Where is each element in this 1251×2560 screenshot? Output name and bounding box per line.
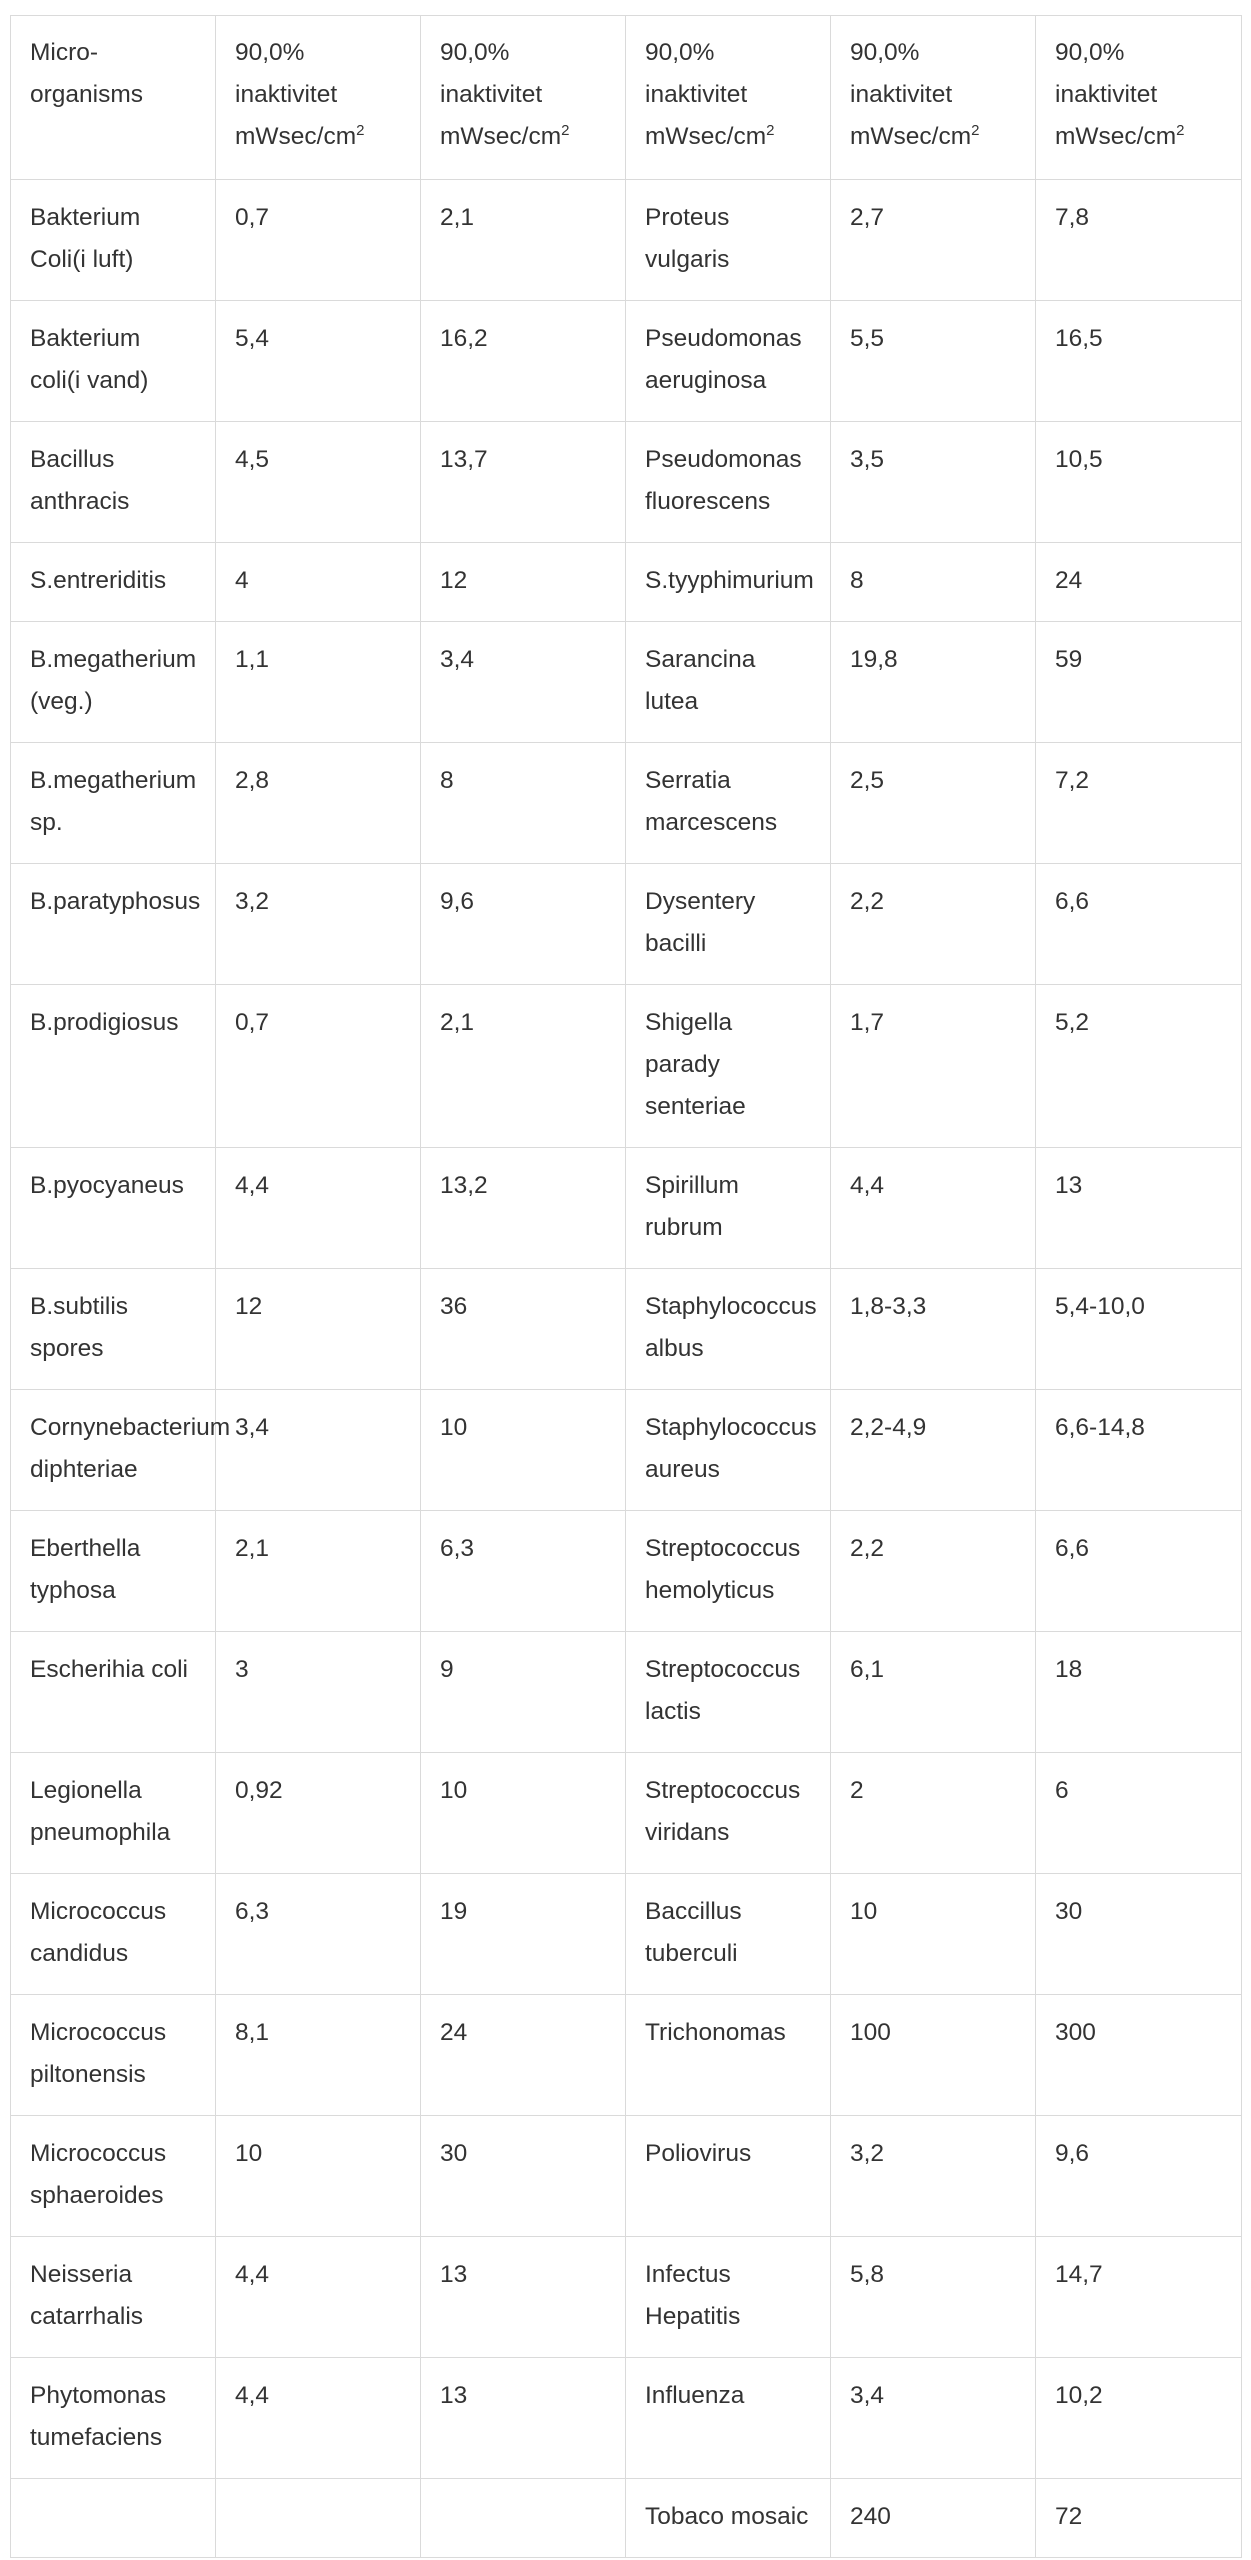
- table-cell: Pseudomonas aeruginosa: [626, 301, 831, 422]
- table-row: [11, 1269, 1242, 1390]
- table-row: [11, 2358, 1242, 2479]
- table-cell: 9: [421, 1632, 626, 1753]
- table-row: [11, 2237, 1242, 2358]
- table-cell: 2,2-4,9: [831, 1390, 1036, 1511]
- table-cell: 2,5: [831, 743, 1036, 864]
- table-cell: 36: [421, 1269, 626, 1390]
- table-cell: [216, 2479, 421, 2558]
- table-cell: Micrococcus candidus: [11, 1874, 216, 1995]
- table-cell: 13: [421, 2358, 626, 2479]
- table-cell: 8: [421, 743, 626, 864]
- table-cell: 4,4: [216, 1148, 421, 1269]
- table-cell: Influenza: [626, 2358, 831, 2479]
- table-cell: 3: [216, 1632, 421, 1753]
- table-cell: Micrococcus sphaeroides: [11, 2116, 216, 2237]
- table-cell: B.paratyphosus: [11, 864, 216, 985]
- header-dose-3: 90,0% inaktivitet mWsec/$cm^2$: [626, 16, 831, 180]
- table-cell: 4: [216, 543, 421, 622]
- table-cell: Streptococcus lactis: [626, 1632, 831, 1753]
- table-cell: B.prodigiosus: [11, 985, 216, 1148]
- table-cell: 72: [1036, 2479, 1242, 2558]
- table-cell: 13,7: [421, 422, 626, 543]
- table-cell: 0,92: [216, 1753, 421, 1874]
- table-row: [11, 2116, 1242, 2237]
- table-cell: 240: [831, 2479, 1036, 2558]
- table-body: [11, 180, 1242, 2558]
- table-cell: 10: [216, 2116, 421, 2237]
- table-cell: 4,4: [831, 1148, 1036, 1269]
- table-cell: 8,1: [216, 1995, 421, 2116]
- table-cell: Streptococcus hemolyticus: [626, 1511, 831, 1632]
- table-row: [11, 180, 1242, 301]
- table-cell: 6,6-14,8: [1036, 1390, 1242, 1511]
- table-cell: 6,3: [216, 1874, 421, 1995]
- table-cell: 0,7: [216, 180, 421, 301]
- table-row: [11, 543, 1242, 622]
- table-row: [11, 985, 1242, 1148]
- table-row: [11, 1148, 1242, 1269]
- table-cell: 5,5: [831, 301, 1036, 422]
- table-cell: 0,7: [216, 985, 421, 1148]
- table-row: [11, 422, 1242, 543]
- table-cell: 3,2: [831, 2116, 1036, 2237]
- table-cell: 7,2: [1036, 743, 1242, 864]
- table-cell: 3,4: [831, 2358, 1036, 2479]
- table-cell: Escherihia coli: [11, 1632, 216, 1753]
- table-cell: 5,4-10,0: [1036, 1269, 1242, 1390]
- table-cell: 3,4: [421, 622, 626, 743]
- table-cell: Proteus vulgaris: [626, 180, 831, 301]
- table-cell: 13,2: [421, 1148, 626, 1269]
- table-cell: 9,6: [421, 864, 626, 985]
- table-cell: 1,8-3,3: [831, 1269, 1036, 1390]
- table-cell: 4,4: [216, 2358, 421, 2479]
- header-microorganisms: Micro- organisms: [11, 16, 216, 180]
- table-cell: 24: [1036, 543, 1242, 622]
- header-row: [11, 16, 1242, 180]
- table-cell: B.megatherium (veg.): [11, 622, 216, 743]
- table-cell: 10,2: [1036, 2358, 1242, 2479]
- table-row: [11, 1511, 1242, 1632]
- table-cell: B.subtilis spores: [11, 1269, 216, 1390]
- table-row: [11, 301, 1242, 422]
- table-cell: Bakterium Coli(i luft): [11, 180, 216, 301]
- table-cell: 1,7: [831, 985, 1036, 1148]
- table-cell: 300: [1036, 1995, 1242, 2116]
- table-cell: Neisseria catarrhalis: [11, 2237, 216, 2358]
- table-cell: Tobaco mosaic: [626, 2479, 831, 2558]
- table-row: [11, 2479, 1242, 2558]
- table-cell: [11, 2479, 216, 2558]
- table-cell: 3,4: [216, 1390, 421, 1511]
- table-cell: 19,8: [831, 622, 1036, 743]
- table-cell: 6,6: [1036, 1511, 1242, 1632]
- table-cell: 2,1: [216, 1511, 421, 1632]
- table-cell: 2,2: [831, 1511, 1036, 1632]
- table-cell: B.megatherium sp.: [11, 743, 216, 864]
- table-cell: 100: [831, 1995, 1036, 2116]
- table-cell: 10: [831, 1874, 1036, 1995]
- table-row: [11, 1874, 1242, 1995]
- table-cell: 18: [1036, 1632, 1242, 1753]
- table-cell: 12: [216, 1269, 421, 1390]
- table-cell: Serratia marcescens: [626, 743, 831, 864]
- table-cell: 3,2: [216, 864, 421, 985]
- table-cell: Staphylococcus albus: [626, 1269, 831, 1390]
- uv-dose-table: [10, 15, 1242, 2558]
- table-cell: 13: [421, 2237, 626, 2358]
- table-row: [11, 743, 1242, 864]
- table-cell: Pseudomonas fluorescens: [626, 422, 831, 543]
- table-cell: 30: [421, 2116, 626, 2237]
- table-cell: Staphylococcus aureus: [626, 1390, 831, 1511]
- table-cell: 9,6: [1036, 2116, 1242, 2237]
- table-cell: Streptococcus viridans: [626, 1753, 831, 1874]
- table-cell: 2,8: [216, 743, 421, 864]
- table-cell: Dysentery bacilli: [626, 864, 831, 985]
- table-cell: 30: [1036, 1874, 1242, 1995]
- table-cell: 16,5: [1036, 301, 1242, 422]
- table-cell: Poliovirus: [626, 2116, 831, 2237]
- table-cell: 4,4: [216, 2237, 421, 2358]
- header-dose-5: 90,0% inaktivitet mWsec/$cm^2$: [1036, 16, 1242, 180]
- table-cell: Spirillum rubrum: [626, 1148, 831, 1269]
- table-cell: 6,6: [1036, 864, 1242, 985]
- table-cell: Baccillus tuberculi: [626, 1874, 831, 1995]
- table-cell: 2,7: [831, 180, 1036, 301]
- table-cell: 8: [831, 543, 1036, 622]
- table-cell: Shigella parady senteriae: [626, 985, 831, 1148]
- table-cell: 12: [421, 543, 626, 622]
- table-cell: 24: [421, 1995, 626, 2116]
- header-dose-4: 90,0% inaktivitet mWsec/$cm^2$: [831, 16, 1036, 180]
- table-cell: 2,1: [421, 985, 626, 1148]
- table-row: [11, 1390, 1242, 1511]
- table-cell: Bakterium coli(i vand): [11, 301, 216, 422]
- table-cell: 59: [1036, 622, 1242, 743]
- table-row: [11, 1995, 1242, 2116]
- table-cell: S.tyyphimurium: [626, 543, 831, 622]
- table-cell: 6,3: [421, 1511, 626, 1632]
- header-dose-2: 90,0% inaktivitet mWsec/$cm^2$: [421, 16, 626, 180]
- table-cell: 19: [421, 1874, 626, 1995]
- table-cell: 4,5: [216, 422, 421, 543]
- table-cell: 16,2: [421, 301, 626, 422]
- table-cell: Micrococcus piltonensis: [11, 1995, 216, 2116]
- table-cell: Phytomonas tumefaciens: [11, 2358, 216, 2479]
- table-cell: 2,2: [831, 864, 1036, 985]
- table-cell: S.entreriditis: [11, 543, 216, 622]
- table-row: [11, 622, 1242, 743]
- table-cell: B.pyocyaneus: [11, 1148, 216, 1269]
- table-cell: 5,4: [216, 301, 421, 422]
- table-cell: Cornynebacterium diphteriae: [11, 1390, 216, 1511]
- table-cell: 14,7: [1036, 2237, 1242, 2358]
- table-row: [11, 1632, 1242, 1753]
- table-cell: 1,1: [216, 622, 421, 743]
- table-row: [11, 1753, 1242, 1874]
- table-cell: Bacillus anthracis: [11, 422, 216, 543]
- table-cell: Infectus Hepatitis: [626, 2237, 831, 2358]
- table-cell: 3,5: [831, 422, 1036, 543]
- table-cell: 10,5: [1036, 422, 1242, 543]
- table-cell: Trichonomas: [626, 1995, 831, 2116]
- table-cell: 5,2: [1036, 985, 1242, 1148]
- table-cell: Eberthella typhosa: [11, 1511, 216, 1632]
- table-cell: [421, 2479, 626, 2558]
- table-cell: 2: [831, 1753, 1036, 1874]
- table-cell: 6,1: [831, 1632, 1036, 1753]
- table-cell: Sarancina lutea: [626, 622, 831, 743]
- table-cell: 6: [1036, 1753, 1242, 1874]
- table-cell: 10: [421, 1753, 626, 1874]
- table-cell: 10: [421, 1390, 626, 1511]
- table-cell: Legionella pneumophila: [11, 1753, 216, 1874]
- table-cell: 2,1: [421, 180, 626, 301]
- table-cell: 13: [1036, 1148, 1242, 1269]
- table-cell: 5,8: [831, 2237, 1036, 2358]
- header-dose-1: 90,0% inaktivitet mWsec/$cm^2$: [216, 16, 421, 180]
- table-cell: 7,8: [1036, 180, 1242, 301]
- table-row: [11, 864, 1242, 985]
